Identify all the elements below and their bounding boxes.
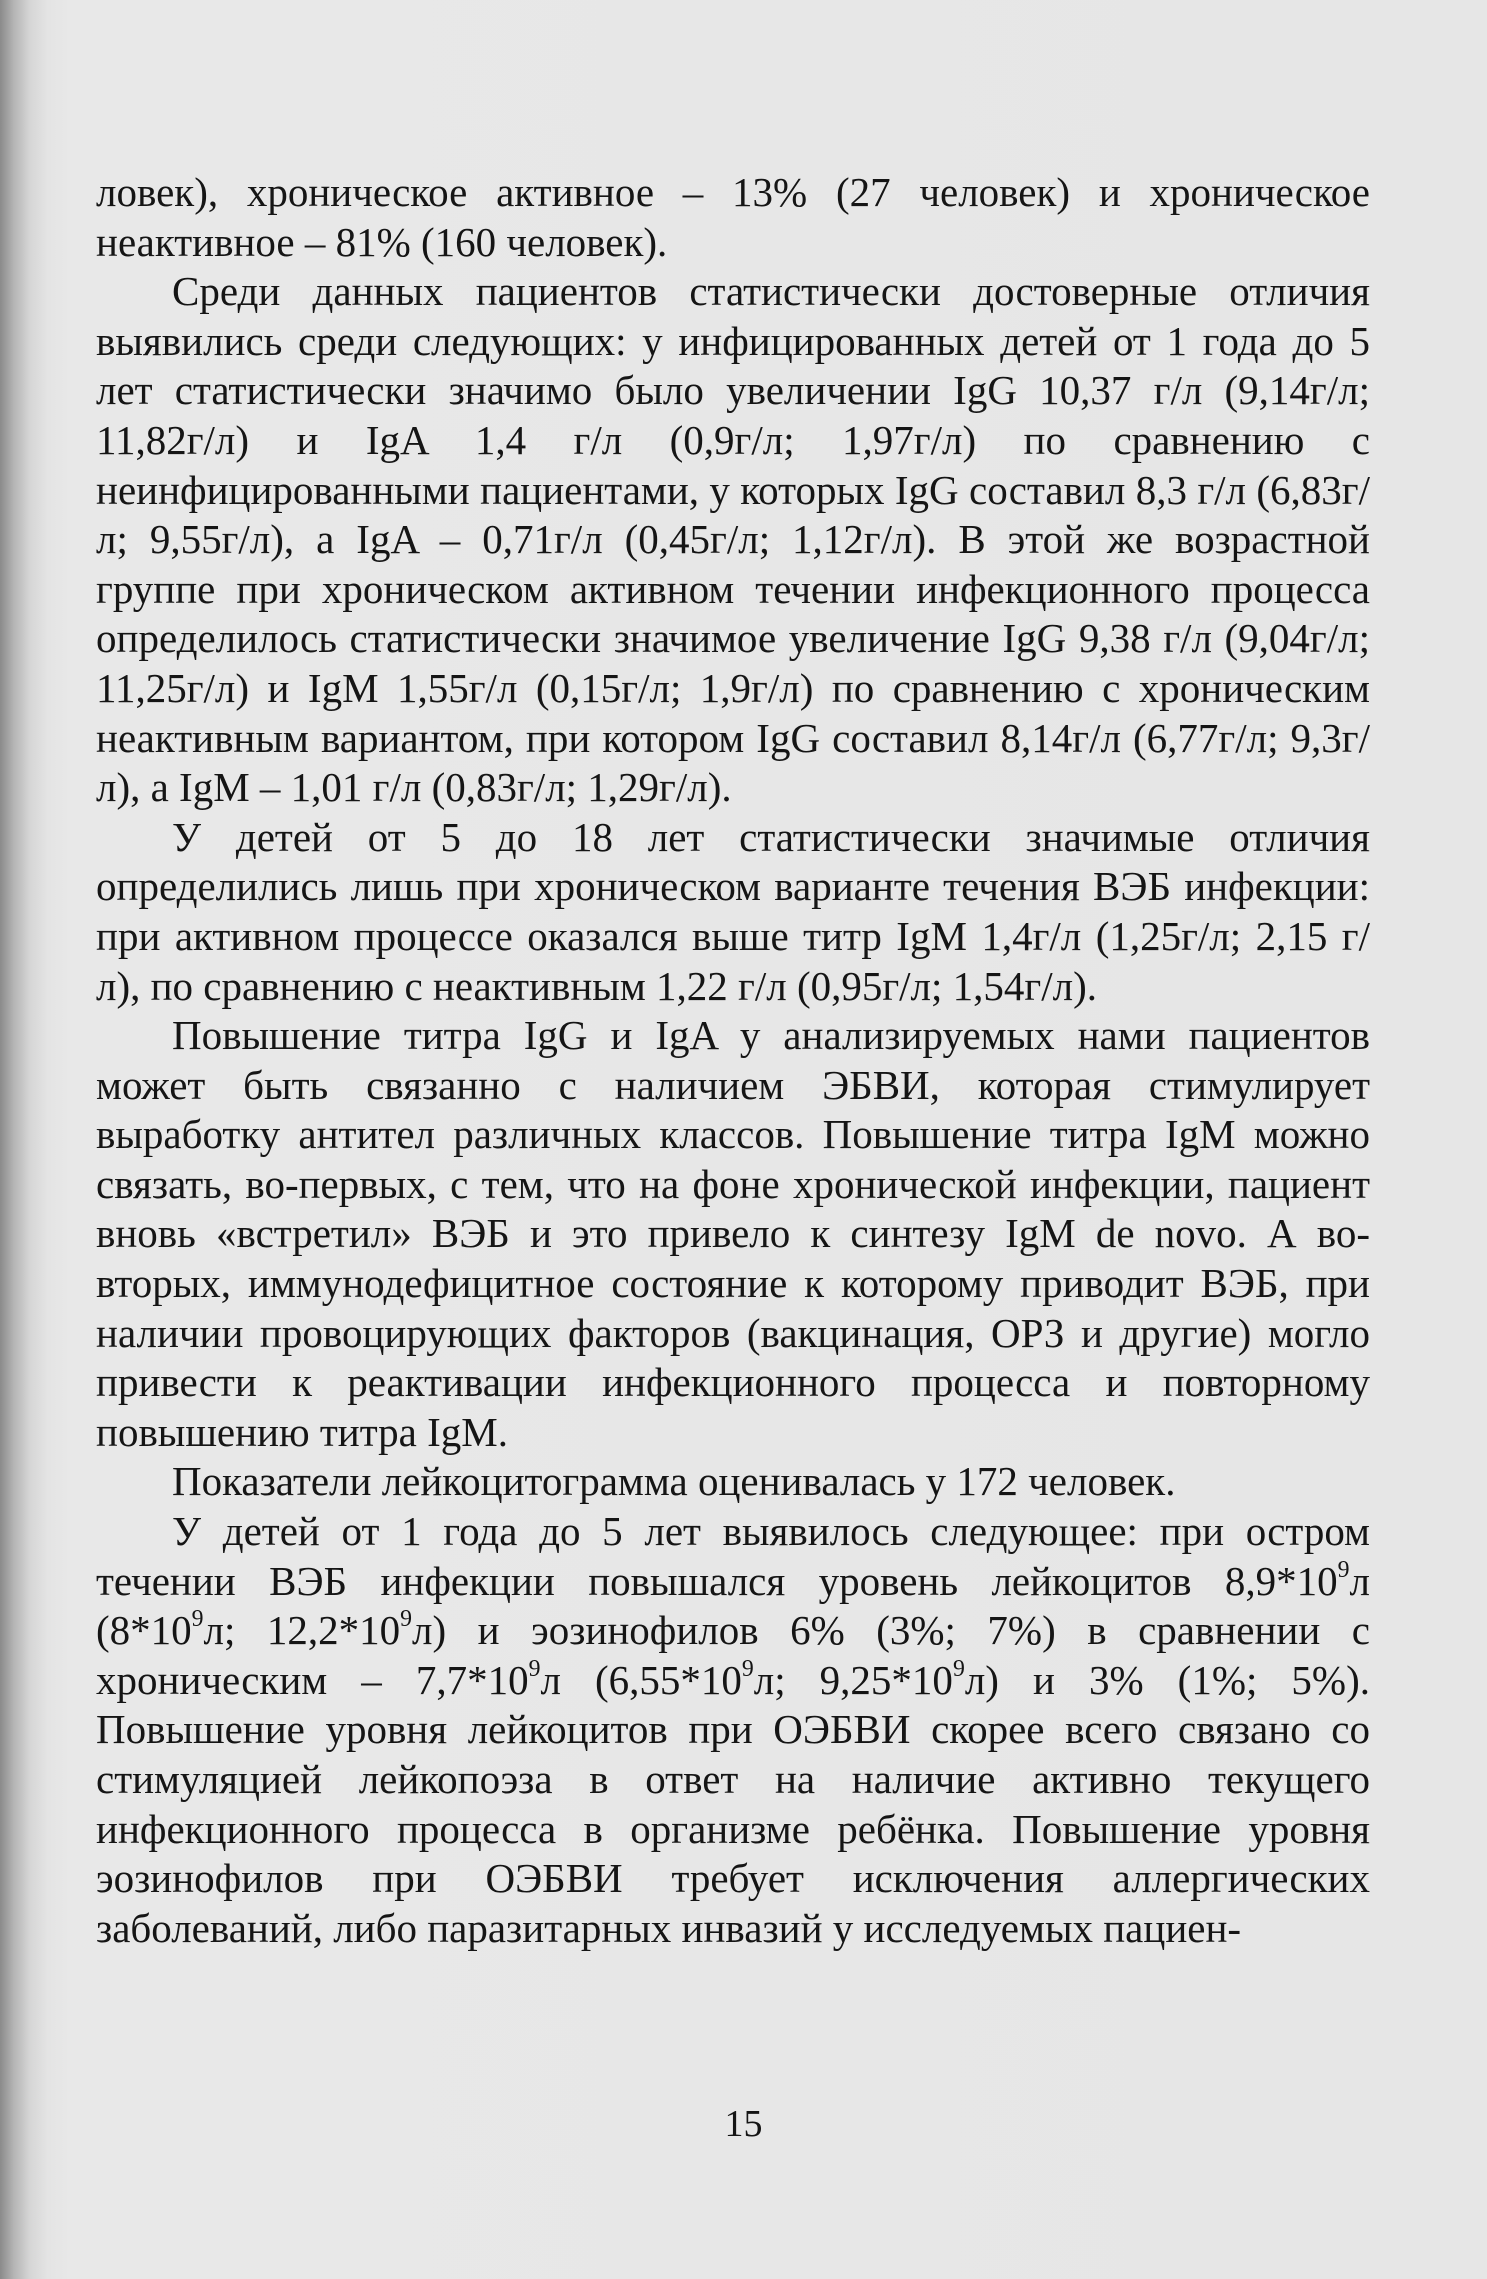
superscript-exponent: 9 <box>400 1606 413 1633</box>
paragraph-3: У детей от 5 до 18 лет статистически значимые отличия определились лишь при хроническом варианте течения ВЭБ инфекции: при активном процессе оказался выше титр IgM 1,4г/л (1,25г/л; 2,15 г/л), по сравнению с неактивным 1,22 г/л (0,95г/л; 1,54г/л). <box>96 813 1370 1009</box>
paragraph-5: Показатели лейкоцитограмма оценивалась у 172 человек. <box>172 1458 1176 1505</box>
superscript-exponent: 9 <box>952 1655 965 1682</box>
paragraph-2: Среди данных пациентов статистически достоверные отличия выявились среди следующих: у инфицированных детей от 1 года до 5 лет статистически значимо было увеличении IgG 10,37 г/л (9,14г/л; 11,82г/л) и IgA 1,4 г/л (0,9г/л; 1,97г/л) по сравнению с неинфицированными пациентами, у которых IgG составил 8,3 г/л (6,83г/л; 9,55г/л), а IgA – 0,71г/л (0,45г/л; 1,12г/л). В этой же возрастной группе при хроническом активном течении инфекционного процесса определилось статистически значимое увеличение IgG 9,38 г/л (9,04г/л; 11,25г/л) и IgM 1,55г/л (0,15г/л; 1,9г/л) по сравнению с хроническим неактивным вариантом, при котором IgG составил 8,14г/л (6,77г/л; 9,3г/л), а IgM – 1,01 г/л (0,83г/л; 1,29г/л). <box>96 268 1370 811</box>
superscript-exponent: 9 <box>191 1606 204 1633</box>
body-text <box>96 168 1370 1953</box>
page-number: 15 <box>724 2103 763 2145</box>
paragraph-1: ловек), хроническое активное – 13% (27 человек) и хроническое неактивное – 81% (160 человек). <box>96 169 1370 265</box>
paragraph-6: У детей от 1 года до 5 лет выявилось следующее: при остром течении ВЭБ инфекции повышался уровень лейкоцитов $8,9*10^9л$ ($8*10^9л$; $12,2*10^9л$) и эозинофилов 6% (3%; 7%) в сравнении с хроническим – $7,7*10^9л$ ($6,55*10^9л$; $9,25*10^9л$) и 3% (1%; 5%). Повышение уровня лейкоцитов при ОЭБВИ скорее всего связано со стимуляцией лейкопоэза в ответ на наличие активно текущего инфекционного процесса в организме ребёнка. Повышение уровня эозинофилов при ОЭБВИ требует исключения аллергических заболеваний, либо паразитарных инвазий у исследуемых пациен- <box>96 1508 1370 1951</box>
superscript-exponent: 9 <box>1337 1556 1350 1583</box>
superscript-exponent: 9 <box>528 1655 541 1682</box>
paragraph-4: Повышение титра IgG и IgA у анализируемых нами пациентов может быть связанно с наличием ЭБВИ, которая стимулирует выработку антител различных классов. Повышение титра IgM можно связать, во-первых, с тем, что на фоне хронической инфекции, пациент вновь «встретил» ВЭБ и это привело к синтезу IgM de novo. А во-вторых, иммунодефицитное состояние к которому приводит ВЭБ, при наличии провоцирующих факторов (вакцинация, ОРЗ и другие) могло привести к реактивации инфекционного процесса и повторному повышению титра IgM. <box>96 1012 1370 1455</box>
superscript-exponent: 9 <box>741 1655 754 1682</box>
